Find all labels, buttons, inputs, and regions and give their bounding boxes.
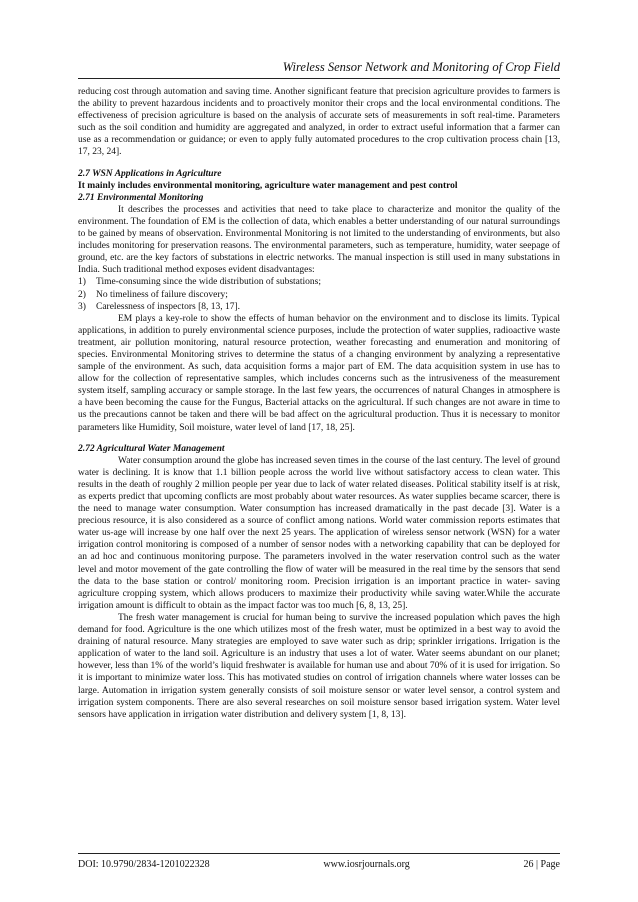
footer-website: www.iosrjournals.org — [323, 859, 410, 870]
running-title: Wireless Sensor Network and Monitoring of Crop Field — [282, 60, 560, 74]
water-management-paragraph-2: The fresh water management is crucial for human being to survive the increased population which paves the high demand for food. Agriculture is the one which utilizes most of the fresh water, must be optimized in a best way to avoid the draining of natural resource. Many strategies are employed to save water such as drip; sprinkler irrigations. Irrigation is the application of water to the land soil. Agriculture is an industry that uses a lot of water. Water seems abundant on our planet; however, less than 1% of the world’s liquid freshwater is available for human use and about 70% of it is used for irrigation. So it is important to minimize water loss. This has motivated studies on control of irrigation channels where water losses can be large. Automation in irrigation system generally consists of soil moisture sensor or water level sensor, a control system and irrigation system components. There are also several researches on soil moisture sensor based irrigation system. Water level sensors have application in irrigation water distribution and delivery system [1, 8, 13]. — [78, 612, 560, 720]
water-management-paragraph-1: Water consumption around the globe has increased seven times in the course of the last century. The level of ground water is declining. It is know that 1.1 billion people across the world live without satisfactory access to clean water. This results in the death of roughly 2 million people per year due to lack of water related diseases. Political stability itself is at risk, as experts predict that upcoming conflicts are most probably about water resources. As water supplies became scarcer, there is the need to manage water consumption. Water consumption has increased dramatically in the past decade [3]. Water is a precious resource, it is also considered as a source of conflict among nations. World water commission reports estimates that water us-age will increase by one half over the next 25 years. The application of wireless sensor network (WSN) for a water irrigation control monitoring is composed of a number of sensor nodes with a networking capability that can be deployed for an ad hoc and continuous monitoring purpose. The parameters involved in the water reservation control such as the water level and motor movement of the gate controlling the flow of water will be measured in the real time by the sensors that send the data to the base station or control/ monitoring room. Precision irrigation is an important practice in water- saving agriculture cropping system, which allows producers to maximize their productivity while saving water.While the accurate irrigation amount is difficult to obtain as the impact factor was too much [6, 8, 13, 25]. — [78, 455, 560, 611]
environmental-monitoring-paragraph-1: It describes the processes and activities that need to take place to characterize and monitor the quality of the environment. The foundation of EM is the collection of data, which enables a better understanding of our natural surroundings to be gained by means of observation. Environmental Monitoring is not limited to the understanding of environments, but also includes monitoring for preservation reasons. The environmental parameters, such as temperature, humidity, water seepage of ground, etc. are the key factors of substations in electric networks. The manual inspection is still used in many substations in India. Such traditional method exposes evident disadvantages: — [78, 204, 560, 276]
section-heading-2-71: 2.71 Environmental Monitoring — [78, 192, 204, 203]
section-heading-2-72: 2.72 Agricultural Water Management — [78, 443, 225, 454]
environmental-monitoring-paragraph-2: EM plays a key-role to show the effects of human behavior on the environment and to disclose its limits. Typical applications, in addition to purely environmental science purposes, include the protection of water supplies, radioactive waste treatment, air pollution monitoring, natural resource protection, weather forecasting and enumeration and monitoring of species. Environmental Monitoring strives to determine the status of a changing environment by analyzing a representative sample of the environment. As such, data acquisition forms a major part of EM. The data acquisition system in use has to allow for the collection of representative samples, which includes concerns such as the intrusiveness of the measurement system itself, sampling accuracy or sample storage. In the last few years, the occurrences of natural Changes in atmosphere is a have been becoming the cause for the Fungus, Bacterial attacks on the agricultural. If such changes are not aware in time to us the precautions cannot be taken and there will be bad affect on the agricultural production. Thus it is necessary to monitor parameters like Humidity, Soil moisture, water level of land [17, 18, 25]. — [78, 313, 560, 433]
list-item: 2) No timeliness of failure discovery; — [78, 289, 228, 300]
disadvantages-list — [78, 276, 560, 312]
running-header — [78, 60, 560, 79]
page-footer — [78, 853, 560, 870]
intro-paragraph: reducing cost through automation and saving time. Another significant feature that precision agriculture provides to farmers is the ability to prevent hazardous incidents and to proactively monitor their crops and the local environmental conditions. The effectiveness of precision agriculture is based on the analysis of accurate sets of measurements in soft real-time. Parameters such as the soil condition and humidity are aggregated and analyzed, in order to extract useful information that a farmer can use as a recommendation or guidance; or even to apply fully automated procedures to the crop cultivation process chain [13, 17, 23, 24]. — [78, 87, 560, 158]
section-heading-2-7: 2.7 WSN Applications in Agriculture — [78, 168, 222, 179]
section-subheading-2-7: It mainly includes environmental monitoring, agriculture water management and pest control — [78, 180, 458, 191]
page-body — [78, 86, 560, 721]
list-item: 3) Carelessness of inspectors [8, 13, 17]. — [78, 301, 241, 312]
footer-doi: DOI: 10.9790/2834-1201022328 — [78, 859, 210, 870]
list-item: 1) Time-consuming since the wide distribution of substations; — [78, 277, 321, 288]
footer-page-number: 26 | Page — [523, 859, 560, 870]
